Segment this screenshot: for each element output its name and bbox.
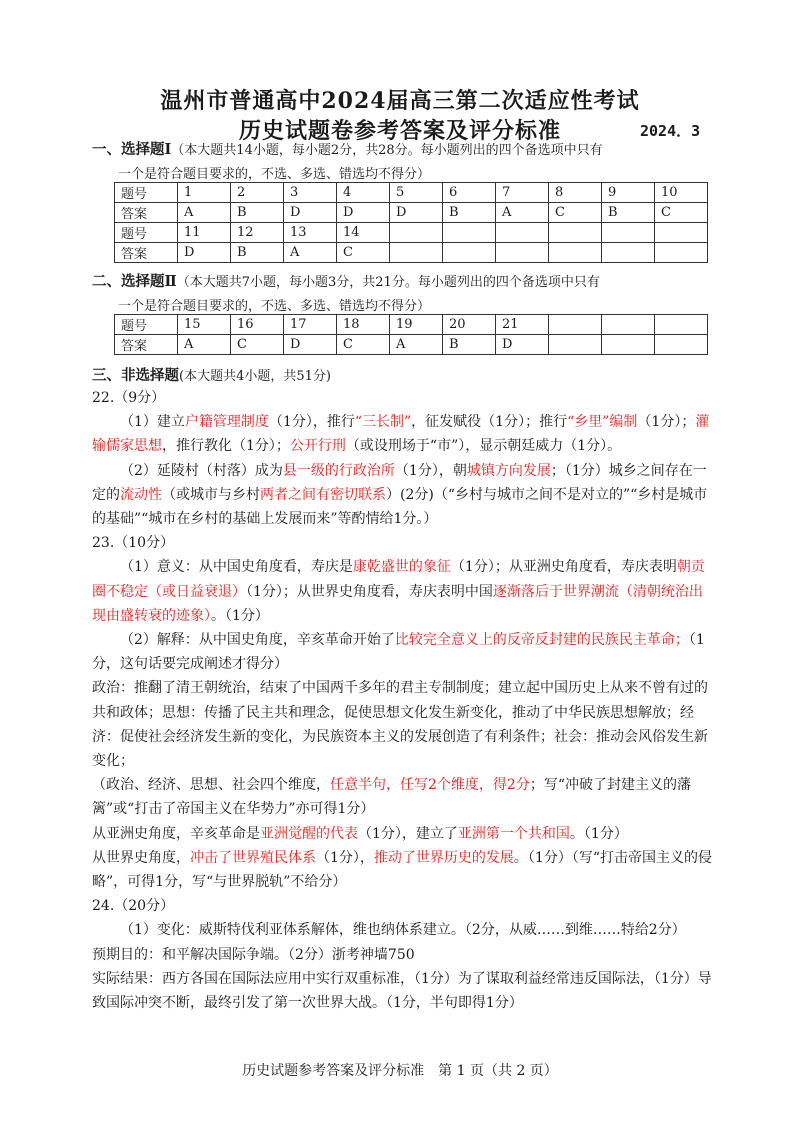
section2-heading: 二、选择题Ⅱ bbox=[92, 273, 177, 290]
table-cell: 3 bbox=[284, 183, 337, 203]
table-cell: 7 bbox=[496, 183, 549, 203]
q23-part2 bbox=[92, 628, 712, 676]
table-cell: 14 bbox=[337, 223, 390, 243]
text-run: （1分）， bbox=[316, 849, 374, 866]
table-cell: B bbox=[602, 203, 655, 223]
q23-part1 bbox=[92, 555, 712, 628]
q23-part4 bbox=[92, 773, 712, 821]
q24-part3: 实际结果：西方各国在国际法应用中实行双重标准，（1分）为了谋取利益经常违反国际法，（1分）导致国际冲突不断，最终引发了第一次世界大战。（1分，半句即得1分） bbox=[92, 970, 712, 1012]
q22-part2 bbox=[92, 459, 712, 532]
key-point: 城镇方向发展 bbox=[466, 462, 551, 479]
table-cell bbox=[549, 335, 602, 355]
section3-heading: 三、非选择题 bbox=[92, 367, 179, 384]
table-cell bbox=[390, 243, 443, 263]
q22-part1 bbox=[92, 410, 712, 458]
text-run: （或设刑场于“市”），显示朝廷威力（1分）。 bbox=[345, 438, 622, 455]
text-run: （1）意义：从中国史角度看，寿庆是 bbox=[120, 559, 353, 576]
q23-number: 23.（10分） bbox=[92, 535, 175, 552]
text-run: ）(2分)（“乡村与城市之间不是对立的”“乡村是城市的基础”“城市在乡村的基础上发展而来”等酌情给1分。） bbox=[92, 486, 708, 528]
section2-desc: （本大题共7小题，每小题3分，共21分。每小题列出的四个备选项中只有 bbox=[176, 275, 600, 290]
section2-header bbox=[92, 272, 600, 293]
answers-body bbox=[92, 386, 712, 1015]
table-cell: 5 bbox=[390, 183, 443, 203]
section3-header bbox=[92, 366, 331, 387]
exam-subtitle: 历史试题卷参考答案及评分标准 bbox=[238, 118, 561, 144]
table-cell: C bbox=[337, 335, 390, 355]
text-run: （1分）；从世界史角度看，寿庆表明中国 bbox=[246, 583, 493, 600]
text-run: （1分）； bbox=[637, 414, 696, 431]
q23-part5 bbox=[92, 822, 712, 846]
row-label: 题号 bbox=[115, 183, 178, 203]
key-point: “三长制” bbox=[354, 414, 412, 431]
key-point: 朝贡圈不稳定（或日益衰退） bbox=[92, 559, 705, 600]
text-run: ；写“冲破了封建主义的藩篱”或“打击了帝国主义在华势力”亦可得1分） bbox=[92, 777, 691, 818]
row-label: 题号 bbox=[115, 315, 178, 335]
key-point: 推动了世界历史的发展 bbox=[373, 849, 514, 866]
text-run: （或城市与乡村 bbox=[162, 486, 260, 503]
key-point: 灌输儒家思想 bbox=[92, 414, 710, 455]
table-cell: D bbox=[337, 203, 390, 223]
table-row bbox=[115, 203, 708, 223]
table-cell bbox=[655, 335, 708, 355]
table-cell: D bbox=[390, 203, 443, 223]
key-point: 两者之间有密切联系 bbox=[260, 486, 386, 503]
text-run: 。（1分）（写“打击帝国主义的侵略”，可得1分，写“与世界脱轨”不给分） bbox=[92, 849, 712, 891]
text-run: （1）建立 bbox=[120, 414, 185, 431]
table-cell bbox=[655, 315, 708, 335]
exam-date: 2024．3 bbox=[640, 122, 701, 140]
q23-part6 bbox=[92, 846, 712, 894]
table-cell: D bbox=[284, 335, 337, 355]
table-cell: A bbox=[178, 335, 231, 355]
text-run: 。（1分） bbox=[569, 825, 628, 842]
table-cell: A bbox=[178, 203, 231, 223]
text-run: 从世界史角度， bbox=[92, 849, 190, 866]
text-run: （1分），朝 bbox=[394, 462, 467, 479]
table-cell bbox=[655, 243, 708, 263]
table-cell: D bbox=[284, 203, 337, 223]
key-point: 康乾盛世的象征 bbox=[352, 559, 451, 576]
section1-desc2: 一个是符合题目要求的，不选、多选、错选均不得分） bbox=[118, 167, 431, 182]
text-run: （2）延陵村（村落）成为 bbox=[120, 462, 283, 479]
table-cell: 12 bbox=[231, 223, 284, 243]
table-cell: B bbox=[443, 203, 496, 223]
key-point: 公开行刑 bbox=[289, 438, 346, 455]
table-cell: 17 bbox=[284, 315, 337, 335]
key-point: 任意半句，任写2个维度，得2分 bbox=[330, 777, 530, 794]
table-cell: 8 bbox=[549, 183, 602, 203]
table-row bbox=[115, 243, 708, 263]
row-label: 答案 bbox=[115, 243, 178, 263]
table-cell: B bbox=[231, 203, 284, 223]
section2-answer-table bbox=[114, 314, 708, 355]
section3-desc: (本大题共4小题，共51分) bbox=[179, 369, 331, 384]
section1-header bbox=[92, 140, 603, 161]
section2-desc2: 一个是符合题目要求的，不选、多选、错选均不得分） bbox=[118, 299, 431, 314]
section1-answer-table bbox=[114, 182, 708, 263]
table-cell bbox=[602, 223, 655, 243]
q23-part3: 政治：推翻了清王朝统治，结束了中国两千多年的君主专制制度；建立起中国历史上从来不曾有过的共和政体；思想：传播了民主共和理念，促使思想文化发生新变化，推动了中华民族思想解放；经济：促使社会经济发生新的变化，为民族资本主义的发展创造了有利条件；社会：推动会风俗发生新变化； bbox=[92, 680, 708, 770]
text-run: （1分），建立了 bbox=[358, 825, 458, 842]
table-cell: B bbox=[231, 243, 284, 263]
table-cell bbox=[549, 315, 602, 335]
key-point: 逐渐落后于世界潮流（清朝统治出现由盛转衰的迹象） bbox=[92, 583, 703, 624]
table-cell: A bbox=[284, 243, 337, 263]
table-row bbox=[115, 183, 708, 203]
table-cell: D bbox=[178, 243, 231, 263]
q24-part1: （1）变化：威斯特伐利亚体系解体，维也纳体系建立。（2分，从威……到维……特给2分） bbox=[120, 922, 686, 939]
table-cell: 15 bbox=[178, 315, 231, 335]
table-cell: C bbox=[337, 243, 390, 263]
table-cell: D bbox=[496, 335, 549, 355]
table-cell bbox=[602, 335, 655, 355]
key-point: 亚洲第一个共和国 bbox=[457, 825, 570, 842]
table-cell: C bbox=[231, 335, 284, 355]
table-cell bbox=[496, 223, 549, 243]
table-cell: 13 bbox=[284, 223, 337, 243]
table-cell bbox=[443, 223, 496, 243]
table-cell: 6 bbox=[443, 183, 496, 203]
table-cell: C bbox=[549, 203, 602, 223]
q24-part2: 预期目的：和平解决国际争端。（2分）浙考神墙750 bbox=[92, 946, 415, 963]
text-run: （1分），推行 bbox=[268, 414, 355, 431]
table-cell bbox=[602, 315, 655, 335]
table-cell: 2 bbox=[231, 183, 284, 203]
table-cell: 1 bbox=[178, 183, 231, 203]
text-run: 。（1分） bbox=[211, 607, 269, 624]
key-point: 流动性 bbox=[120, 486, 162, 503]
row-label: 答案 bbox=[115, 203, 178, 223]
table-cell: C bbox=[655, 203, 708, 223]
table-cell: 9 bbox=[602, 183, 655, 203]
table-cell bbox=[549, 243, 602, 263]
table-cell: A bbox=[496, 203, 549, 223]
table-row bbox=[115, 335, 708, 355]
table-row bbox=[115, 315, 708, 335]
table-cell bbox=[602, 243, 655, 263]
table-cell: 21 bbox=[496, 315, 549, 335]
exam-title: 温州市普通高中2024届高三第二次适应性考试 bbox=[160, 88, 640, 114]
table-cell bbox=[443, 243, 496, 263]
text-run: （政治、经济、思想、社会四个维度， bbox=[92, 777, 330, 794]
key-point: 县一级的行政治所 bbox=[282, 462, 395, 479]
key-point: 户籍管理制度 bbox=[184, 414, 269, 431]
table-cell: 10 bbox=[655, 183, 708, 203]
key-point: 比较完全意义上的反帝反封建的民族民主革命； bbox=[394, 632, 689, 649]
table-row bbox=[115, 223, 708, 243]
table-cell: B bbox=[443, 335, 496, 355]
text-run: ，征发赋役（1分）；推行 bbox=[411, 414, 568, 431]
section1-heading: 一、选择题Ⅰ bbox=[92, 141, 172, 158]
table-cell: 16 bbox=[231, 315, 284, 335]
table-cell: A bbox=[390, 335, 443, 355]
key-point: 冲击了世界殖民体系 bbox=[190, 849, 316, 866]
table-cell: 18 bbox=[337, 315, 390, 335]
q24-number: 24.（20分） bbox=[92, 898, 175, 915]
table-cell bbox=[549, 223, 602, 243]
table-cell: 19 bbox=[390, 315, 443, 335]
q22-number: 22.（9分） bbox=[92, 390, 166, 406]
text-run: （2）解释：从中国史角度，辛亥革命开始了 bbox=[120, 632, 395, 649]
section1-desc: （本大题共14小题，每小题2分，共28分。每小题列出的四个备选项中只有 bbox=[171, 143, 603, 158]
table-cell: 11 bbox=[178, 223, 231, 243]
text-run: ，推行教化（1分）； bbox=[162, 438, 290, 455]
row-label: 题号 bbox=[115, 223, 178, 243]
text-run: ；（1分）城乡之间存在一定的 bbox=[92, 462, 707, 503]
text-run: 从亚洲史角度，辛亥革命是 bbox=[92, 825, 260, 842]
page-footer: 历史试题参考答案及评分标准 第 1 页（共 2 页） bbox=[242, 1063, 558, 1079]
text-run: （1分）；从亚洲史角度看，寿庆表明 bbox=[450, 559, 677, 576]
table-cell bbox=[496, 243, 549, 263]
key-point: “乡里”编制 bbox=[567, 414, 638, 431]
key-point: 亚洲觉醒的代表 bbox=[260, 825, 358, 842]
row-label: 答案 bbox=[115, 335, 178, 355]
table-cell: 4 bbox=[337, 183, 390, 203]
text-run: （1分，这句话要完成阐述才得分） bbox=[92, 632, 705, 673]
table-cell bbox=[390, 223, 443, 243]
table-cell bbox=[655, 223, 708, 243]
table-cell: 20 bbox=[443, 315, 496, 335]
